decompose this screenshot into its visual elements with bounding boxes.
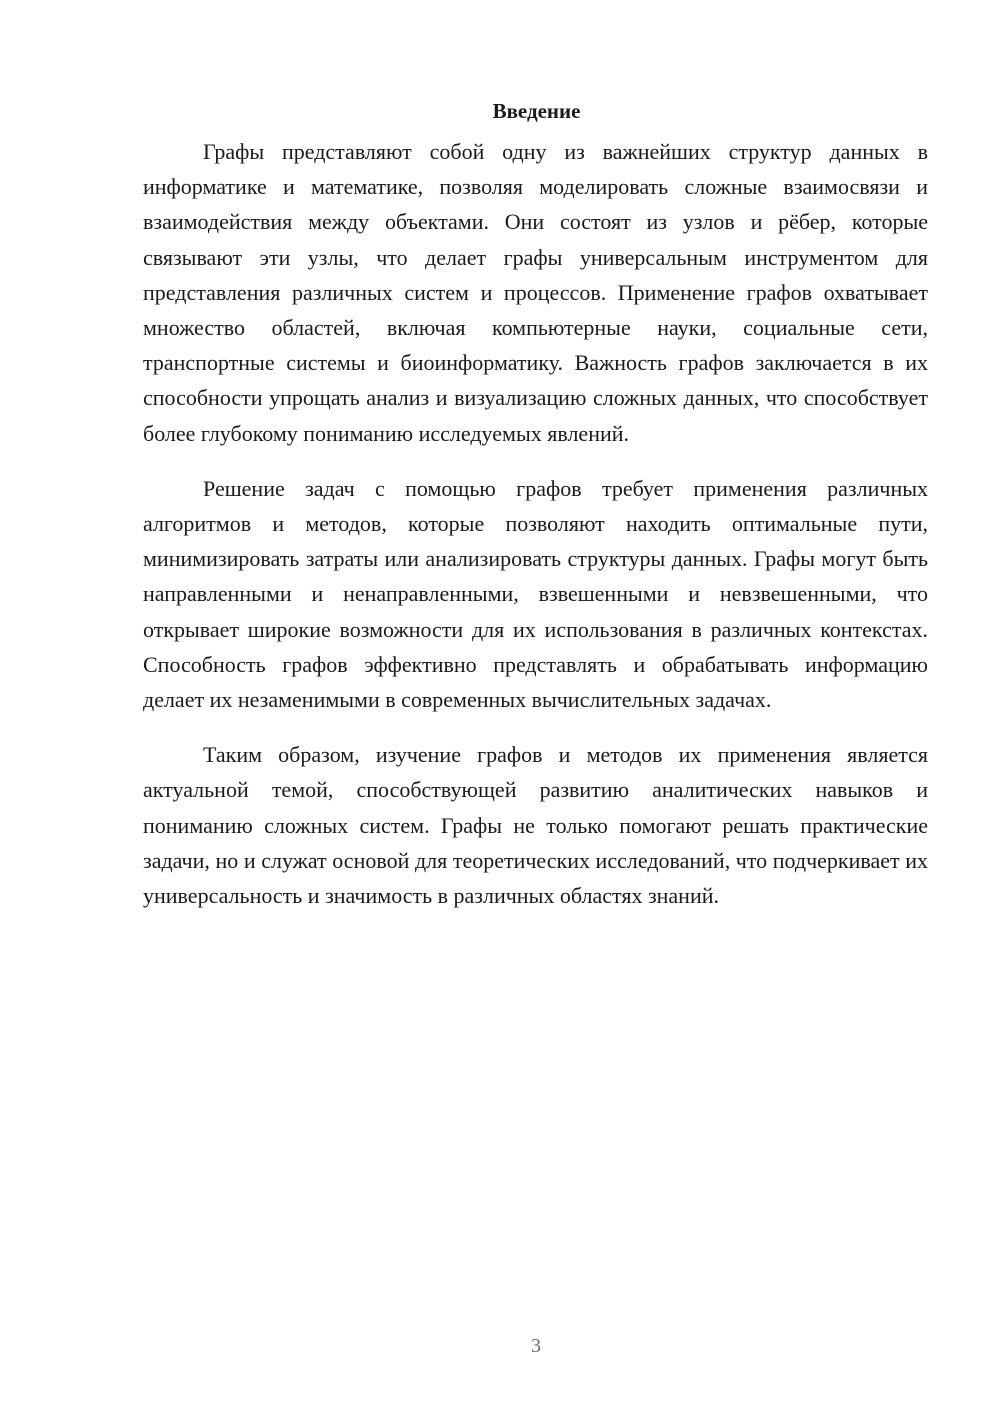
paragraph-2: Решение задач с помощью графов требует применения различных алгоритмов и методов, которые позволяют находить оптимальные пути, минимизировать затраты или анализировать структуры данных. Графы могут быть направленными и ненаправленными, взвешенными и невзвешенными, что открывает широкие возможности для их использования в различных контекстах. Способность графов эффективно представлять и обрабатывать информацию делает их незаменимыми в современных вычислительных задачах. <box>143 475 928 713</box>
paragraph-1: Графы представляют собой одну из важнейших структур данных в информатике и математике, позволяя моделировать сложные взаимосвязи и взаимодействия между объектами. Они состоят из узлов и рёбер, которые связывают эти узлы, что делает графы универсальным инструментом для представления различных систем и процессов. Применение графов охватывает множество областей, включая компьютерные науки, социальные сети, транспортные системы и биоинформатику. Важность графов заключается в их способности упрощать анализ и визуализацию сложных данных, что способствует более глубокому пониманию исследуемых явлений. <box>143 139 928 446</box>
page-content <box>143 92 928 933</box>
page-number: 3 <box>531 1335 541 1357</box>
paragraph-3: Таким образом, изучение графов и методов их применения является актуальной темой, способствующей развитию аналитических навыков и пониманию сложных систем. Графы не только помогают решать практические задачи, но и служат основой для теоретических исследований, что подчеркивает их универсальность и значимость в различных областях знаний. <box>143 742 928 909</box>
section-title: Введение <box>492 99 581 123</box>
